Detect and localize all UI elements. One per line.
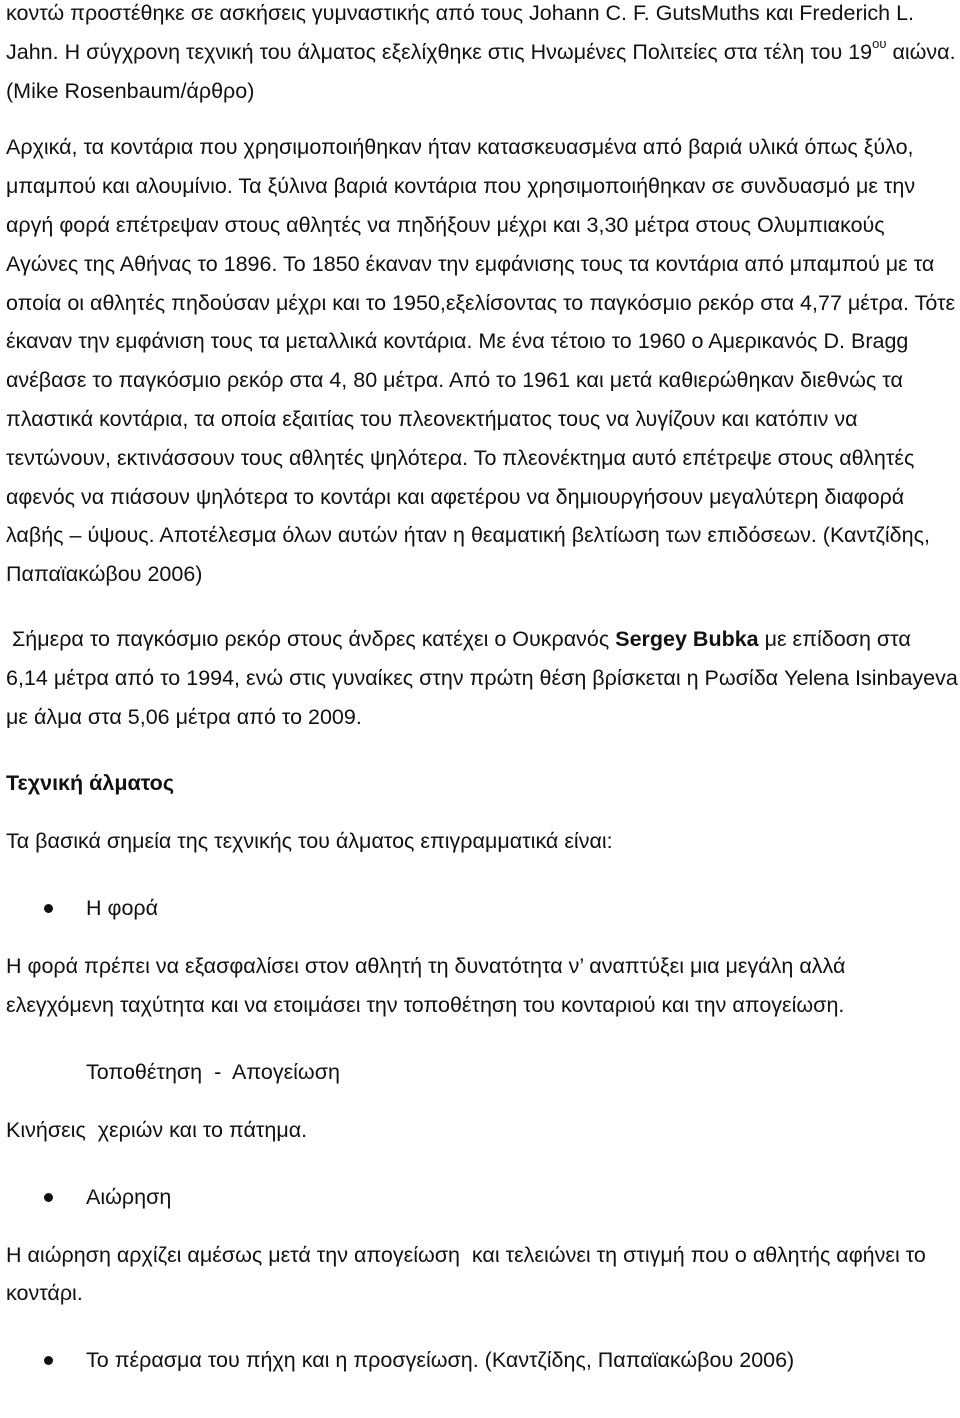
run-description: Η φορά πρέπει να εξασφαλίσει στον αθλητή τη δυνατότητα ν’ αναπτύξει μια μεγάλη αλλά ελεγχόμενη ταχύτητα και να ετοιμάσει την τοποθέτηση του κονταριού και την απογείωση. (6, 954, 846, 1017)
paragraph-history-text-1: κοντώ προστέθηκε σε ασκήσεις γυμναστικής από τους Johann C. F. GutsMuths και Frederich L. Jahn. Η σύγχρονη τεχνική του άλματος εξελίχθηκε στις Ηνωμένες Πολιτείες στα τέλη του 19 (6, 1, 915, 64)
paragraph-history-text-2: αιώνα. (Mike Rosenbaum/άρθρο) (6, 39, 956, 103)
swing-description: Η αιώρηση αρχίζει αμέσως μετά την απογείωση και τελειώνει τη στιγμή που ο αθλητής αφήνει το κοντάρι. (6, 1242, 932, 1306)
bullet-dot-icon (44, 1193, 53, 1202)
bullet-clearance (6, 1345, 958, 1375)
records-athlete-name: Sergey Bubka (615, 626, 759, 651)
section-heading-technique: Τεχνική άλματος (6, 771, 175, 796)
document-page (6, 0, 958, 1375)
bullet-dot-icon (44, 1356, 53, 1365)
superscript-ordinal: ου (872, 35, 887, 51)
bullet-dot-icon (44, 904, 53, 913)
records-text-2: με επίδοση στα 6,14 μέτρα από το 1994, ενώ στις γυναίκες στην πρώτη θέση βρίσκεται η Ρωσίδα Yelena Isinbayeva με άλμα στα 5,06 μέτρα από το 2009. (6, 626, 958, 729)
paragraph-world-records (6, 620, 958, 736)
paragraph-pole-materials: Αρχικά, τα κοντάρια που χρησιμοποιήθηκαν ήταν κατασκευασμένα από βαριά υλικά όπως ξύλο, μπαμπού και αλουμίνιο. Τα ξύλινα βαριά κοντάρια που χρησιμοποιήθηκαν σε συνδυασμό με την αργή φορά επέτρεψαν στους αθλητές να πηδήξουν μέχρι και 3,30 μέτρα στους Ολυμπιακούς Αγώνες της Αθήνας το 1896. Το 1850 έκαναν την εμφάνισης τους τα κοντάρια από μπαμπού με τα οποία οι αθλητές πηδούσαν μέχρι και το 1950,εξελίσοντας το παγκόσμιο ρεκόρ στα 4,77 μέτρα. Τότε έκαναν την εμφάνιση τους τα μεταλλικά κοντάρια. Με ένα τέτοιο το 1960 ο Αμερικανός D. Bragg ανέβασε το παγκόσμιο ρεκόρ στα 4, 80 μέτρα. Από το 1961 και μετά καθιερώθηκαν διεθνώς τα πλαστικά κοντάρια, τα οποία εξαιτίας του πλεονεκτήματος τους να λυγίζουν και κατόπιν να τεντώνουν, εκτινάσσουν τους αθλητές ψηλότερα. Το πλεονέκτημα αυτό επέτρεψε στους αθλητές αφενός να πιάσουν ψηλότερα το κοντάρι και αφετέρου να δημιουργήσουν μεγαλύτερη διαφορά λαβής – ύψους. Αποτέλεσμα όλων αυτών ήταν η θεαματική βελτίωση των επιδόσεων. (Καντζίδης, Παπαϊακώβου 2006) (6, 135, 956, 587)
paragraph-history-origins (6, 0, 958, 110)
bullet-plant-label: Τοποθέτηση - Απογείωση (86, 1059, 340, 1084)
plant-description: Κινήσεις χεριών και το πάτημα. (6, 1117, 308, 1142)
bullet-swing-label: Αιώρηση (86, 1184, 172, 1209)
records-text-1: Σήμερα το παγκόσμιο ρεκόρ στους άνδρες κατέχει ο Ουκρανός (6, 626, 616, 651)
bullet-clearance-label: Το πέρασμα του πήχη και η προσγείωση. (Καντζίδης, Παπαϊακώβου 2006) (86, 1348, 795, 1373)
bullet-swing (6, 1182, 958, 1212)
bullet-run (6, 893, 958, 923)
technique-intro: Τα βασικά σημεία της τεχνικής του άλματος επιγραμματικά είναι: (6, 829, 613, 854)
bullet-run-label: Η φορά (86, 896, 159, 921)
bullet-plant (6, 1057, 958, 1087)
